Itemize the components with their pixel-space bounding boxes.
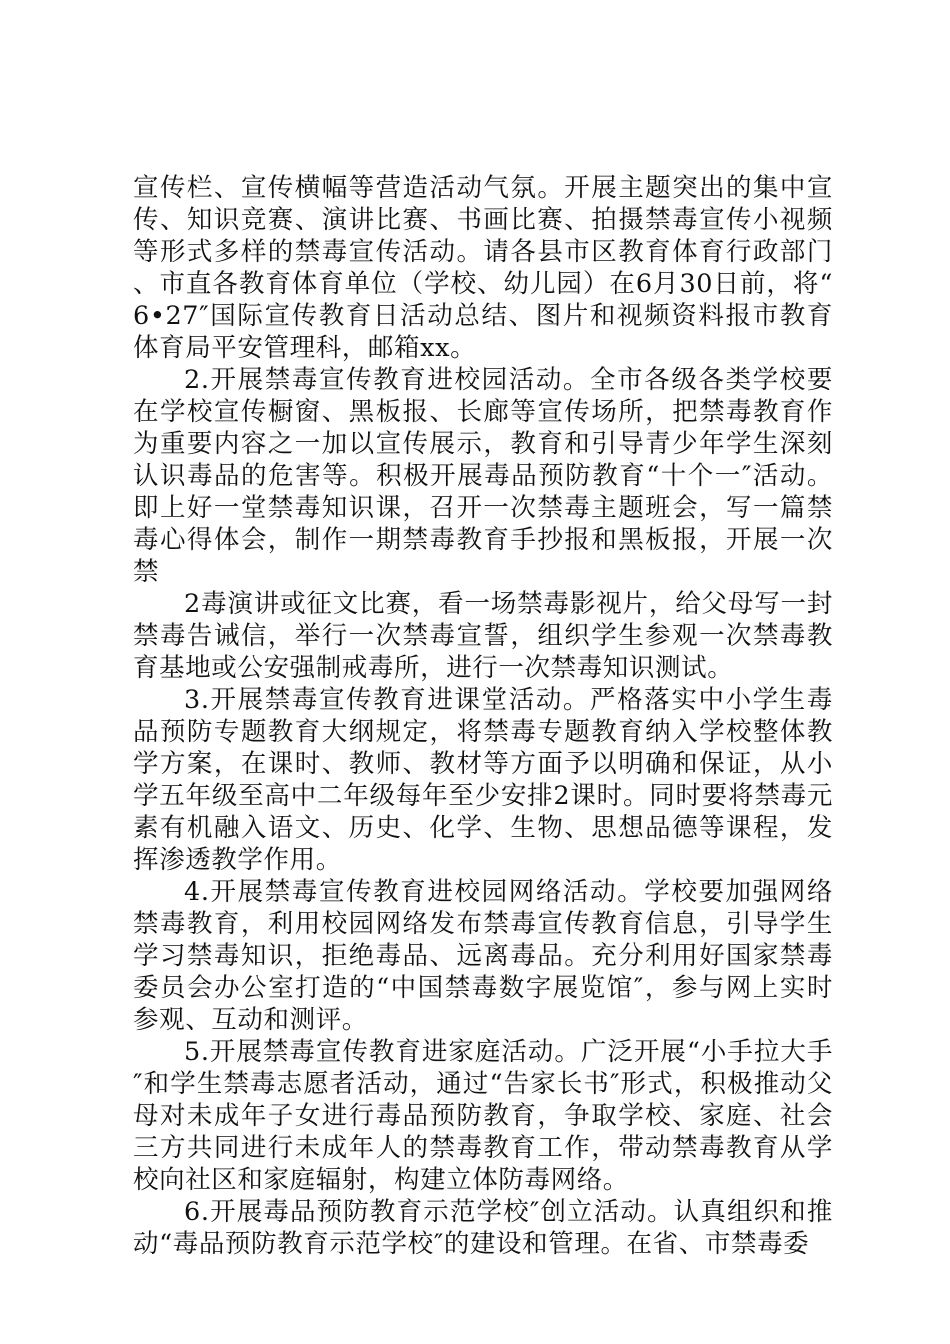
paragraph-item-3: 3.开展禁毒宣传教育进课堂活动。严格落实中小学生毒品预防专题教育大纲规定，将禁毒专题教育纳入学校整体教学方案，在课时、教师、教材等方面予以明确和保证，从小学五年级至高中二年级每年至少安排2课时。同时要将禁毒元素有机融入语文、历史、化学、生物、思想品德等课程，发挥渗透教学作用。 — [133, 685, 833, 875]
document-body — [133, 172, 833, 1260]
paragraph-item-4: 4.开展禁毒宣传教育进校园网络活动。学校要加强网络禁毒教育，利用校园网络发布禁毒宣传教育信息，引导学生学习禁毒知识，拒绝毒品、远离毒品。充分利用好国家禁毒委员会办公室打造的“中国禁毒数字展览馆″，参与网上实时参观、互动和测评。 — [133, 877, 833, 1035]
paragraph-item-6: 6.开展毒品预防教育示范学校″创立活动。认真组织和推动“毒品预防教育示范学校″的建设和管理。在省、市禁毒委 — [133, 1197, 833, 1259]
paragraph-item-2-continued: 2毒演讲或征文比赛，看一场禁毒影视片，给父母写一封禁毒告诫信，举行一次禁毒宣誓，组织学生参观一次禁毒教育基地或公安强制戒毒所，进行一次禁毒知识测试。 — [133, 589, 833, 683]
paragraph-intro: 宣传栏、宣传横幅等营造活动气氛。开展主题突出的集中宣传、知识竞赛、演讲比赛、书画比赛、拍摄禁毒宣传小视频等形式多样的禁毒宣传活动。请各县市区教育体育行政部门、市直各教育体育单位（学校、幼儿园）在6月30日前，将“6•27″国际宣传教育日活动总结、图片和视频资料报市教育体育局平安管理科，邮箱xx。 — [133, 173, 833, 363]
paragraph-item-5: 5.开展禁毒宣传教育进家庭活动。广泛开展“小手拉大手″和学生禁毒志愿者活动，通过“告家长书″形式，积极推动父母对未成年子女进行毒品预防教育，争取学校、家庭、社会三方共同进行未成年人的禁毒教育工作，带动禁毒教育从学校向社区和家庭辐射，构建立体防毒网络。 — [133, 1037, 833, 1195]
paragraph-item-2: 2.开展禁毒宣传教育进校园活动。全市各级各类学校要在学校宣传橱窗、黑板报、长廊等宣传场所，把禁毒教育作为重要内容之一加以宣传展示，教育和引导青少年学生深刻认识毒品的危害等。积极开展毒品预防教育“十个一″活动。即上好一堂禁毒知识课，召开一次禁毒主题班会，写一篇禁毒心得体会，制作一期禁毒教育手抄报和黑板报，开展一次禁 — [133, 365, 833, 587]
